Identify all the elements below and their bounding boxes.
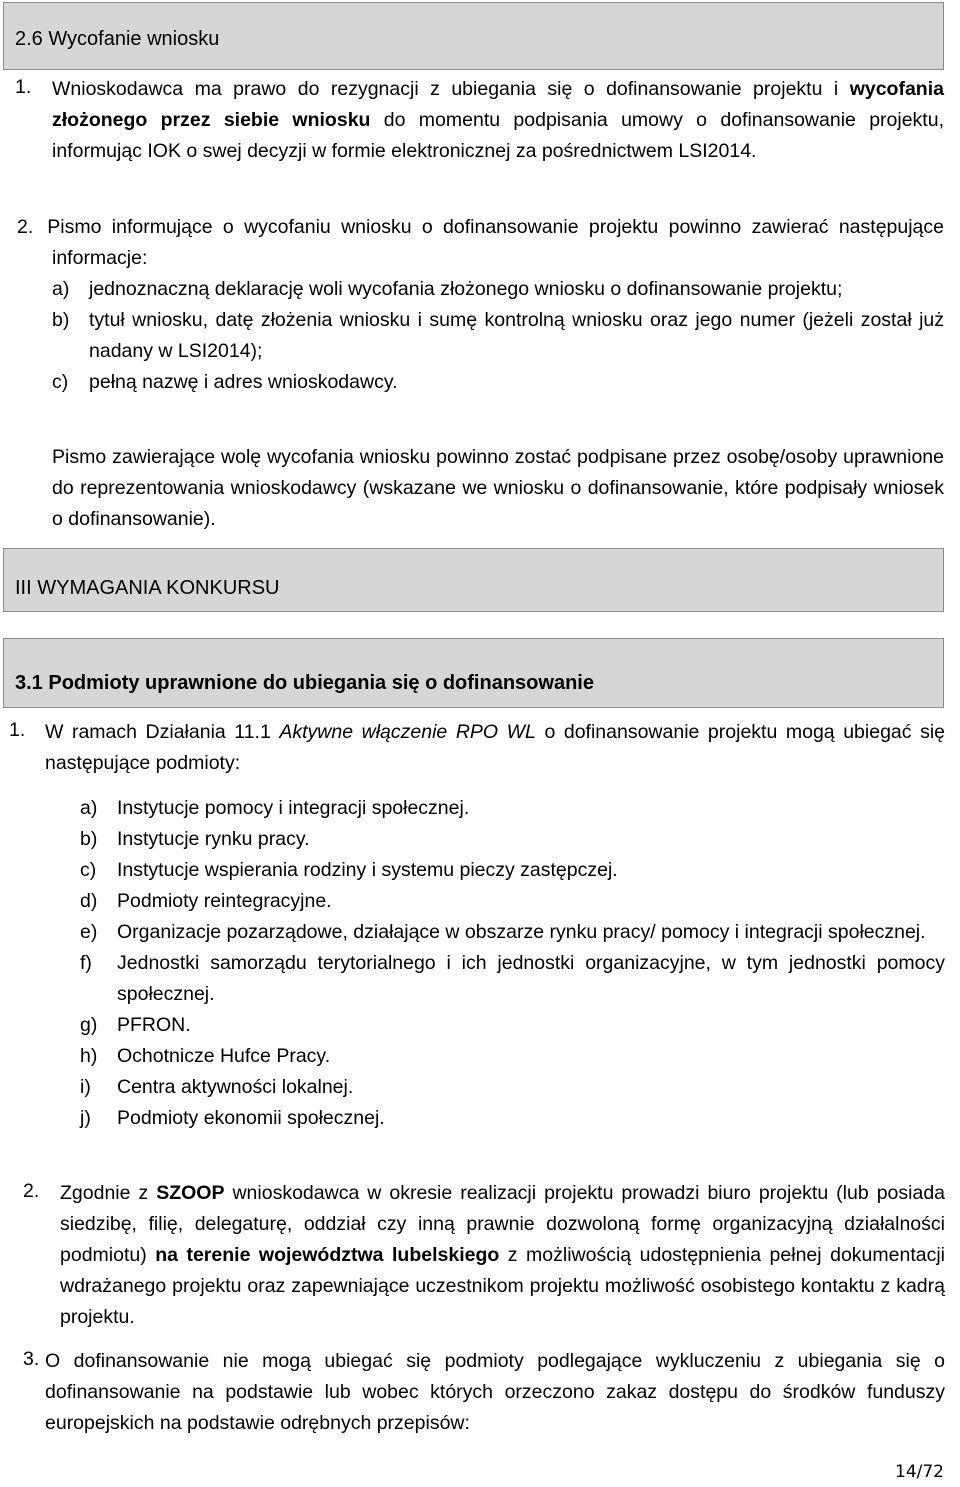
list-item: b) Instytucje rynku pracy. — [80, 828, 310, 850]
point-2-number: 2. — [23, 1180, 40, 1202]
list-item: i) Centra aktywności lokalnej. — [80, 1076, 354, 1098]
withdrawal-letter-items — [52, 274, 944, 398]
list-item: d) Podmioty reintegracyjne. — [80, 890, 332, 912]
list-item: a) Instytucje pomocy i integracji społecznej. — [80, 797, 470, 819]
section-2-6-title: 2.6 Wycofanie wniosku — [15, 28, 220, 50]
eligible-entities-paragraph: W ramach Działania 11.1 Aktywne włączenie RPO WL o dofinansowanie projektu mogą ubiegać się następujące podmioty: — [45, 721, 945, 774]
section-2-6-header — [3, 2, 944, 70]
list-item: e) Organizacje pozarządowe, działające w obszarze rynku pracy/ pomocy i integracji społecznej. — [80, 921, 926, 943]
eligible-entities-list — [80, 793, 945, 1134]
list-item: h) Ochotnicze Hufce Pracy. — [80, 1045, 331, 1067]
list-item: a) jednoznaczną deklarację woli wycofania złożonego wniosku o dofinansowanie projektu; — [52, 278, 843, 300]
point-3-number: 3. — [23, 1348, 40, 1370]
list-item: g) PFRON. — [80, 1014, 191, 1036]
withdrawal-letter-paragraph: 2. Pismo informujące o wycofaniu wniosku o dofinansowanie projektu powinno zawierać następujące informacje: — [17, 216, 944, 269]
point-1-number: 1. — [9, 719, 26, 741]
section-3-title: III WYMAGANIA KONKURSU — [15, 577, 280, 599]
list-item: c) pełną nazwę i adres wnioskodawcy. — [52, 371, 398, 393]
exclusion-paragraph: O dofinansowanie nie mogą ubiegać się podmioty podlegające wykluczeniu z ubiegania się o dofinansowanie na podstawie lub wobec których orzeczono zakaz dostępu do środków funduszy europejskich na podstawie odrębnych przepisów: — [45, 1350, 945, 1434]
list-item: j) Podmioty ekonomii społecznej. — [80, 1107, 385, 1129]
page-number: 14/72 — [895, 1462, 944, 1482]
point-1-number: 1. — [15, 76, 32, 98]
list-item: c) Instytucje wspierania rodziny i systemu pieczy zastępczej. — [80, 859, 618, 881]
list-item: f) Jednostki samorządu terytorialnego i ich jednostki organizacyjne, w tym jednostki pomocy społecznej. — [80, 952, 945, 1005]
list-item: b) tytuł wniosku, datę złożenia wniosku i sumę kontrolną wniosku oraz jego numer (jeżeli został już nadany w LSI2014); — [52, 309, 944, 362]
section-3-header — [3, 548, 944, 612]
section-3-1-title: 3.1 Podmioty uprawnione do ubiegania się o dofinansowanie — [15, 672, 594, 694]
project-office-paragraph: Zgodnie z SZOOP wnioskodawca w okresie realizacji projektu prowadzi biuro projektu (lub posiada siedzibę, filię, delegaturę, oddział czy inną prawnie dozwoloną formę organizacyjną działalności podmiotu) na terenie województwa lubelskiego z możliwością udostępnienia pełnej dokumentacji wdrażanego projektu oraz zapewniające uczestnikom projektu możliwość osobistego kontaktu z kadrą projektu. — [60, 1182, 946, 1328]
signature-paragraph: Pismo zawierające wolę wycofania wniosku powinno zostać podpisane przez osobę/osoby uprawnione do reprezentowania wnioskodawcy (wskazane we wniosku o dofinansowanie, które podpisały wniosek o dofinansowanie). — [52, 446, 944, 530]
withdrawal-right-paragraph: Wnioskodawca ma prawo do rezygnacji z ubiegania się o dofinansowanie projektu i wycofania złożonego przez siebie wniosku do momentu podpisania umowy o dofinansowanie projektu, informując IOK o swej decyzji w formie elektronicznej za pośrednictwem LSI2014. — [52, 78, 944, 162]
section-3-1-header — [3, 638, 944, 708]
